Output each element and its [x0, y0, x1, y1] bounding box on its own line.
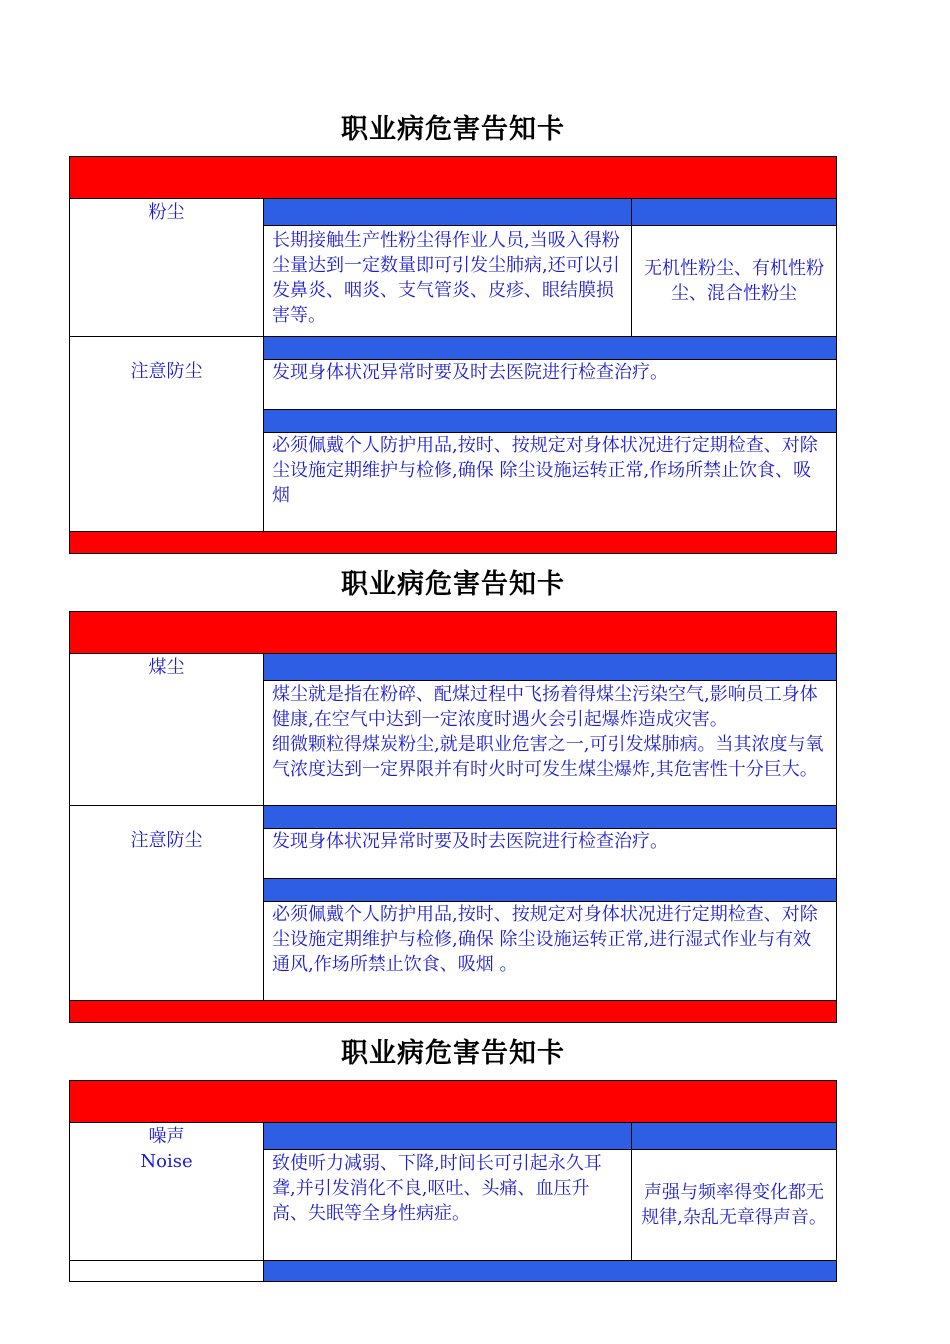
- card-1-emergency: 发现身体状况异常时要及时去医院进行检查治疗。: [272, 362, 668, 383]
- card-2-emergency-header: [263, 805, 837, 829]
- card-1-precaution-label: 注意防尘: [130, 361, 203, 382]
- card-3-next-row-header: [263, 1260, 837, 1282]
- card-2-header-bar: [69, 611, 837, 654]
- card-2-health-effects-line-2: 细微颗粒得煤炭粉尘,就是职业危害之一,可引发煤肺病。当其浓度与氧气浓度达到一定界限并有时火时可发生煤尘爆炸,其危害性十分巨大。: [272, 734, 824, 780]
- card-2-hazard-name-cell: [69, 653, 264, 806]
- card-3-health-effects: 致使听力减弱、下降,时间长可引起永久耳聋,并引发消化不良,呕吐、头痛、血压升高、失眠等全身性病症。: [272, 1153, 602, 1224]
- card-1-hazard-name: 粉尘: [148, 202, 185, 223]
- card-3-hazard-name-en: Noise: [140, 1151, 193, 1172]
- card-2-precaution-label: 注意防尘: [130, 830, 203, 851]
- card-2-precaution-cell: [69, 805, 264, 1001]
- card-1-effects-header: [263, 198, 632, 226]
- card-3-header-bar: [69, 1080, 837, 1123]
- card-1-footer-bar: [69, 531, 837, 554]
- card-1-properties-cell: [631, 225, 837, 337]
- card-1-precaution-cell: [69, 336, 264, 532]
- card-2-protection-header: [263, 878, 837, 902]
- card-2-emergency: 发现身体状况异常时要及时去医院进行检查治疗。: [272, 831, 668, 852]
- card-1-header-bar: [69, 156, 837, 199]
- card-2-effects-header: [263, 653, 837, 681]
- card-3-next-row-cell: [69, 1260, 264, 1282]
- card-2-title: 职业病危害告知卡: [341, 569, 565, 600]
- card-1-protection-header: [263, 409, 837, 433]
- card-2-protection-cell: [263, 901, 837, 1001]
- card-3-properties: 声强与频率得变化都无规律,杂乱无章得声音。: [641, 1182, 827, 1228]
- card-1-emergency-header: [263, 336, 837, 360]
- card-2-footer-bar: [69, 1000, 837, 1023]
- card-1-properties: 无机性粉尘、有机性粉尘、混合性粉尘: [644, 258, 824, 304]
- card-3-properties-header: [631, 1122, 837, 1150]
- card-3-hazard-name-cell: [69, 1122, 264, 1261]
- card-1-health-effects: 长期接触生产性粉尘得作业人员,当吸入得粉尘量达到一定数量即可引发尘肺病,还可以引发鼻炎、咽炎、支气管炎、皮疹、眼结膜损害等。: [272, 230, 620, 326]
- card-3-effects-header: [263, 1122, 632, 1150]
- card-1-protection: 必须佩戴个人防护用品,按时、按规定对身体状况进行定期检查、对除尘设施定期维护与检修,确保 除尘设施运转正常,作场所禁止饮食、吸烟: [272, 435, 818, 506]
- card-2-effects-cell: [263, 680, 837, 806]
- card-2-protection: 必须佩戴个人防护用品,按时、按规定对身体状况进行定期检查、对除尘设施定期维护与检修,确保 除尘设施运转正常,进行湿式作业与有效通风,作场所禁止饮食、吸烟 。: [272, 904, 818, 975]
- card-1-properties-header: [631, 198, 837, 226]
- card-3-effects-cell: [263, 1149, 632, 1261]
- card-1-effects-cell: [263, 225, 632, 337]
- card-2-health-effects-line-1: 煤尘就是指在粉碎、配煤过程中飞扬着得煤尘污染空气,影响员工身体健康,在空气中达到一定浓度时遇火会引起爆炸造成灾害。: [272, 684, 818, 730]
- card-3-title: 职业病危害告知卡: [341, 1038, 565, 1069]
- card-1-emergency-cell: [263, 359, 837, 410]
- card-1-hazard-name-cell: [69, 198, 264, 337]
- card-1-title: 职业病危害告知卡: [341, 114, 565, 145]
- card-3-properties-cell: [631, 1149, 837, 1261]
- card-2-health-effects: [264, 682, 836, 782]
- card-1-protection-cell: [263, 432, 837, 532]
- card-2-hazard-name: 煤尘: [148, 657, 185, 678]
- card-2-emergency-cell: [263, 828, 837, 879]
- card-3-hazard-name: 噪声: [148, 1126, 185, 1147]
